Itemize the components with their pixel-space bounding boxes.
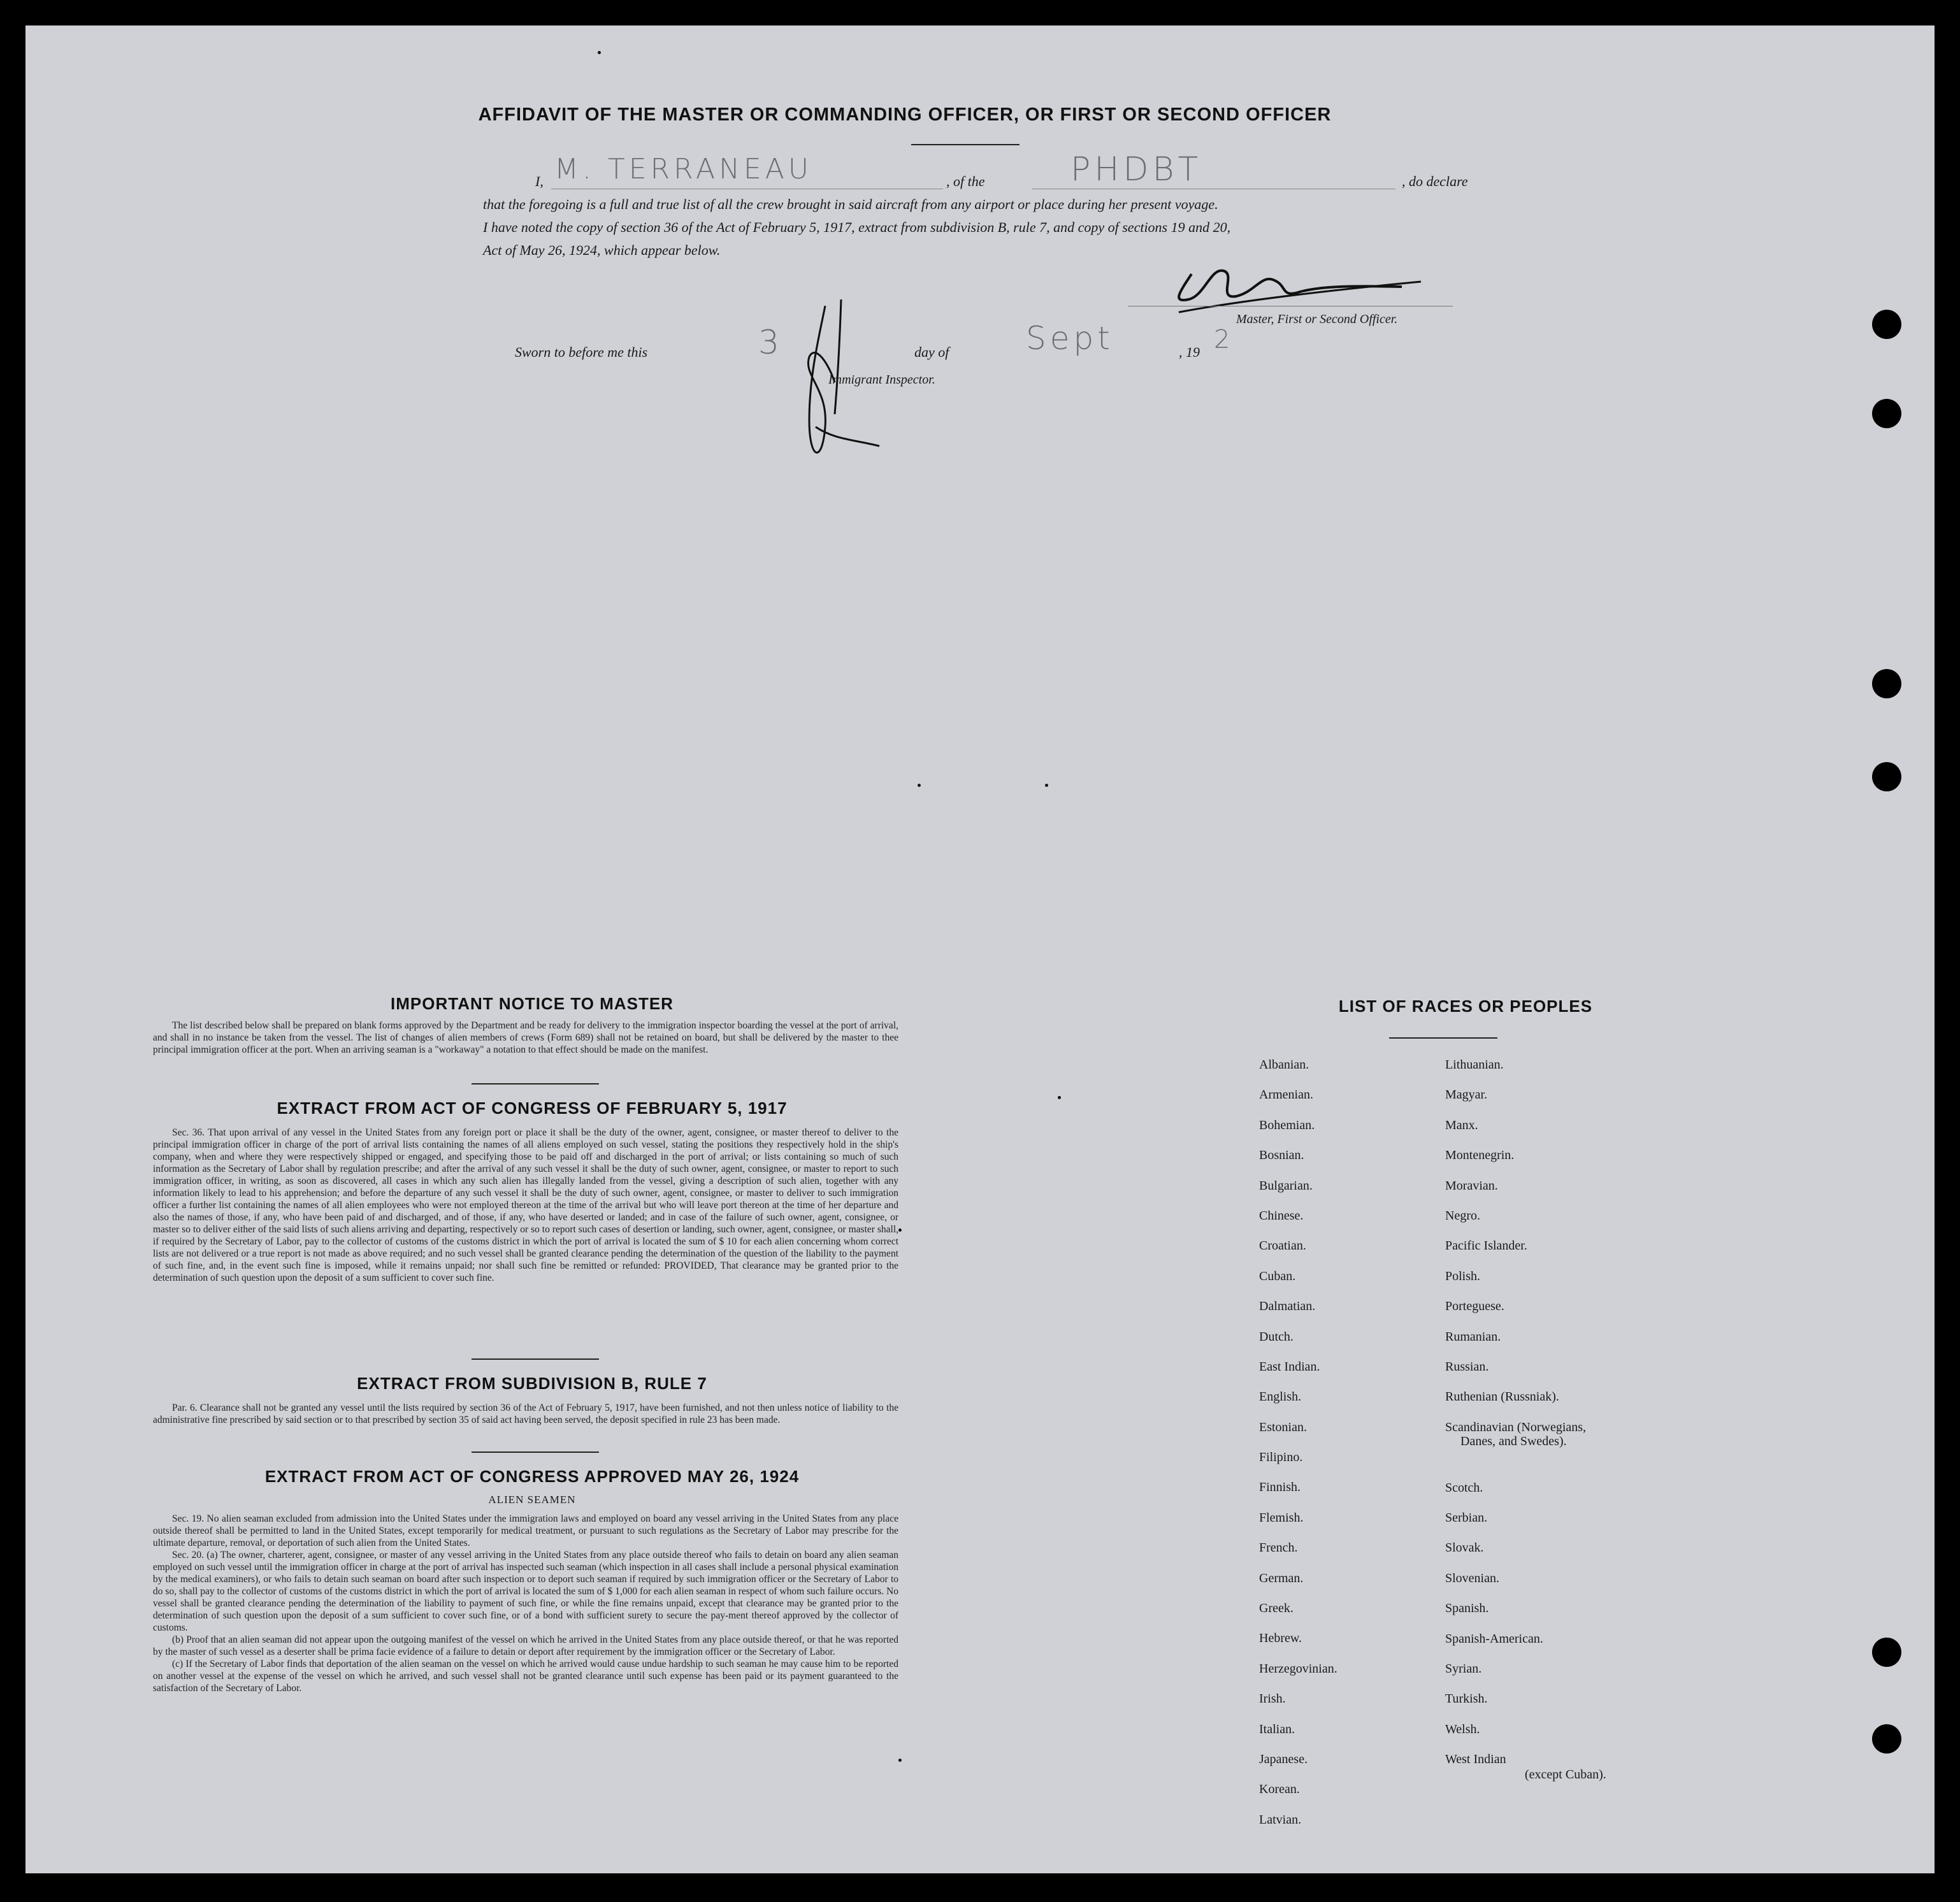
- handwritten-year: 2: [1214, 325, 1234, 354]
- ink-speck: [1058, 1096, 1061, 1099]
- race-item: English.: [1259, 1390, 1302, 1404]
- race-item-continued: (except Cuban).: [1525, 1768, 1606, 1782]
- race-item: German.: [1259, 1571, 1304, 1585]
- race-item: Chinese.: [1259, 1208, 1304, 1223]
- race-item: Scotch.: [1445, 1480, 1483, 1495]
- race-item: Moravian.: [1445, 1178, 1498, 1193]
- race-item-continued: Danes, and Swedes).: [1460, 1434, 1567, 1448]
- section-20a-paragraph: Sec. 20. (a) The owner, charterer, agent, consignee, or master of any vessel arriving in the United States from any place outside thereof who fails to detain on board any alien seaman employed on such vessel until the immigration officer in charge at the port of arrival has inspected such seaman (which inspection in all cases shall include a personal physical examination by the medical examiners), or who fails to detain such seaman on board after such inspection or to deport such seaman if required by such immigration officer or the Secretary of Labor to do so, shall pay to the collector of customs of the customs district in which the port of arrival is located the sum of $ 1,000 for each alien seaman in respect of whom such failure occurs. No vessel shall be granted clearance pending the determination of the liability to payment of such fine, or while the fine remains unpaid, except that clearance may be granted prior to the determination of such question upon the deposit of a sum sufficient to cover such fine, or of a bond with sufficient surety to secure the pay-ment thereof approved by the collector of customs.: [153, 1550, 898, 1633]
- race-item: Greek.: [1259, 1601, 1293, 1616]
- race-item: Spanish.: [1445, 1601, 1489, 1616]
- race-item: Flemish.: [1259, 1510, 1304, 1525]
- race-item: Cuban.: [1259, 1269, 1296, 1283]
- race-item: Estonian.: [1259, 1420, 1307, 1434]
- race-item: East Indian.: [1259, 1359, 1320, 1374]
- notice-title: IMPORTANT NOTICE TO MASTER: [391, 994, 674, 1013]
- document-page: [25, 25, 1935, 1873]
- inspector-label: Immigrant Inspector.: [828, 373, 935, 387]
- ink-speck: [918, 784, 921, 787]
- binder-hole: [1872, 1724, 1901, 1754]
- rule-7-title: EXTRACT FROM SUBDIVISION B, RULE 7: [357, 1374, 707, 1393]
- race-item: Russian.: [1445, 1359, 1489, 1374]
- race-item: Slovenian.: [1445, 1571, 1499, 1585]
- do-declare-label: , do declare: [1402, 173, 1468, 189]
- master-signature: [1153, 242, 1434, 319]
- race-item: Slovak.: [1445, 1541, 1484, 1555]
- day-of-label: day of: [914, 344, 949, 360]
- section-20b-paragraph: (b) Proof that an alien seaman did not appear upon the outgoing manifest of the vessel on which he arrived in the United States from any place outside thereof, or that he was reported by the master of such vessel as a deserter shall be prima facie evidence of a failure to detain or deport after requirement by the immigration officer or the Secretary of Labor.: [153, 1634, 898, 1657]
- extract-1917-title: EXTRACT FROM ACT OF CONGRESS OF FEBRUARY 5, 1917: [277, 1099, 788, 1118]
- binder-hole: [1872, 399, 1901, 428]
- extract-1917-text: [153, 1127, 898, 1284]
- race-item: Serbian.: [1445, 1511, 1488, 1525]
- race-item: Finnish.: [1259, 1480, 1301, 1495]
- binder-hole: [1872, 1638, 1901, 1667]
- binder-hole: [1872, 669, 1901, 698]
- races-right-column: [1445, 1058, 1606, 1783]
- paragraph-6: Par. 6. Clearance shall not be granted any vessel until the lists required by section 36 of the Act of February 5, 1917, have been furnished, and not then unless notice of liability to the administrative fine prescribed by said section or to that prescribed by section 35 of said act having been served, the deposit specified in rule 23 has been made.: [153, 1402, 898, 1425]
- races-left-column: [1259, 1058, 1337, 1843]
- title-underline: [911, 144, 1020, 145]
- race-item: Hebrew.: [1259, 1631, 1302, 1646]
- notice-paragraph: The list described below shall be prepared on blank forms approved by the Department and be ready for delivery to the immigration inspector boarding the vessel at the port of arrival, and shall in no instance be taken from the vessel. The list of changes of alien members of crews (Form 689) shall not be retained on board, but shall be delivered by the master to thee principal immigration officer at the port. When an arriving seaman is a "workaway" a notation to that effect should be made on the manifest.: [153, 1020, 898, 1055]
- race-item: Magyar.: [1445, 1088, 1488, 1102]
- race-item: Polish.: [1445, 1269, 1481, 1283]
- race-item: Turkish.: [1445, 1692, 1488, 1706]
- race-item: Bosnian.: [1259, 1148, 1304, 1163]
- race-item: Montenegrin.: [1445, 1148, 1515, 1163]
- section-20c-paragraph: (c) If the Secretary of Labor finds that deportation of the alien seaman on the vessel on which he arrived would cause undue hardship to such seaman he may cause him to be reported on another vessel at the expense of the vessel on which he arrived, and such vessel shall not be granted clearance until such expense has been paid or its payment guaranteed to the satisfaction of the Secretary of Labor.: [153, 1659, 898, 1694]
- notice-text: [153, 1019, 898, 1056]
- races-title: LIST OF RACES OR PEOPLES: [1338, 997, 1593, 1016]
- rule-7-text: [153, 1402, 898, 1426]
- handwritten-aircraft-id: PHDBT: [1070, 150, 1202, 189]
- sworn-label: Sworn to before me this: [515, 344, 648, 360]
- affidavit-i-label: I,: [535, 173, 544, 189]
- race-item: Bohemian.: [1259, 1118, 1315, 1132]
- year-prefix: , 19: [1179, 344, 1200, 360]
- alien-seamen-subtitle: ALIEN SEAMEN: [488, 1494, 576, 1506]
- ink-speck: [898, 1228, 902, 1232]
- binder-hole: [1872, 310, 1901, 339]
- handwritten-month: Sept: [1026, 320, 1114, 357]
- race-item: Filipino.: [1259, 1450, 1303, 1465]
- affidavit-line-2: that the foregoing is a full and true list of all the crew brought in said aircraft from any airport or place during her present voyage.: [483, 196, 1218, 212]
- race-item: Scandinavian (Norwegians,: [1445, 1420, 1587, 1434]
- handwritten-master-name: M. TERRANEAU: [554, 153, 813, 185]
- race-item: Lithuanian.: [1445, 1058, 1504, 1072]
- race-item: Bulgarian.: [1259, 1178, 1313, 1193]
- race-item: Armenian.: [1259, 1088, 1313, 1102]
- of-the-label: , of the: [946, 173, 985, 189]
- race-item: Korean.: [1259, 1782, 1300, 1797]
- race-item: Syrian.: [1445, 1662, 1482, 1676]
- race-item: Herzegovinian.: [1259, 1661, 1337, 1676]
- ink-speck: [1045, 784, 1048, 787]
- race-item: Dalmatian.: [1259, 1299, 1316, 1314]
- extract-1924-title: EXTRACT FROM ACT OF CONGRESS APPROVED MAY 26, 1924: [264, 1467, 800, 1486]
- section-36-paragraph: Sec. 36. That upon arrival of any vessel in the United States from any foreign port or place it shall be the duty of the owner, agent, consignee, or master thereof to deliver to the principal immigration officer in charge of the port of arrival lists containing the names of all aliens employed on such vessel, stating the positions they respectively hold in the ship's company, when and where they were respectively shipped or engaged, and specifying those to be paid off and discharged in the port of arrival; or lists containing so much of such information as the Secretary of Labor shall by regulation prescribe; and after the arrival of any such vessel it shall be the duty of such owner, agent, consignee, or master to report to such immigration officer, in writing, as soon as discovered, all cases in which any such alien has illegally landed from the vessel, giving a description of such alien, together with any information likely to lead to his apprehension; and before the departure of any such vessel it shall be the duty of such owner, agent, consignee, or master to deliver to such immigration officer a further list containing the names of all alien employees who were not employed thereon at the time of the arrival but who will leave port thereon at the time of her departure and also the names of those, if any, who have been paid of and discharged, and of those, if any, who have deserted or landed; and in case of the failure of such owner, agent, consignee, or master so to deliver either of the said lists of such aliens arriving and departing, respectively or so to report such cases of desertion or landing, such owner, agent, consignee, or master shall, if required by the Secretary of Labor, pay to the collector of customs of the customs district in which the port of arrival is located the sum of $ 10 for each alien concerning whom correct lists are not delivered or a true report is not made as above required; and no such vessel shall be granted clearance pending the determination of the question of the liability to the payment of such fine, and, in the event such fine is imposed, while it remains unpaid; nor shall such fine be remitted or refunded: PROVIDED, That clearance may be granted prior to the determination of such question upon the deposit of a sum sufficient to cover such fine.: [153, 1127, 898, 1283]
- race-item: Croatian.: [1259, 1239, 1306, 1253]
- race-item: Albanian.: [1259, 1058, 1309, 1072]
- affidavit-title: AFFIDAVIT OF THE MASTER OR COMMANDING OFFICER, OR FIRST OR SECOND OFFICER: [478, 104, 1332, 125]
- section-19-paragraph: Sec. 19. No alien seaman excluded from admission into the United States under the immigration laws and employed on board any vessel arriving in the United States from any place outside thereof shall be permitted to land in the United States, except temporarily for medical treatment, or pursuant to such regulations as the Secretary of Labor may prescribe for the ultimate departure, removal, or deportation of such alien from the United States.: [153, 1513, 898, 1548]
- signature-label: Master, First or Second Officer.: [1236, 312, 1398, 326]
- ink-speck: [898, 1759, 902, 1762]
- race-item: Spanish-American.: [1445, 1631, 1543, 1646]
- race-item: Manx.: [1445, 1118, 1478, 1132]
- race-item: Porteguese.: [1445, 1299, 1504, 1314]
- race-item: Dutch.: [1259, 1329, 1293, 1344]
- extract-1924-text: [153, 1513, 898, 1694]
- binder-hole: [1872, 762, 1901, 791]
- affidavit-line-4: Act of May 26, 1924, which appear below.: [483, 242, 721, 258]
- race-item: Ruthenian (Russniak).: [1445, 1390, 1559, 1404]
- races-underline: [1389, 1037, 1497, 1039]
- race-item: Rumanian.: [1445, 1329, 1501, 1344]
- race-item: French.: [1259, 1541, 1298, 1555]
- divider: [472, 1083, 599, 1084]
- race-item: West Indian: [1445, 1752, 1506, 1767]
- ink-speck: [598, 51, 601, 54]
- race-item: Japanese.: [1259, 1752, 1308, 1766]
- race-item: Italian.: [1259, 1722, 1295, 1736]
- race-item: Pacific Islander.: [1445, 1239, 1527, 1253]
- race-item: Negro.: [1445, 1208, 1480, 1223]
- divider: [472, 1358, 599, 1360]
- affidavit-line-3: I have noted the copy of section 36 of the Act of February 5, 1917, extract from subdivision B, rule 7, and copy of sections 19 and 20,: [483, 219, 1231, 235]
- race-item: Latvian.: [1259, 1812, 1302, 1827]
- race-item: Welsh.: [1445, 1722, 1480, 1736]
- divider: [472, 1452, 599, 1453]
- race-item: Irish.: [1259, 1692, 1286, 1706]
- handwritten-day: 3: [758, 324, 784, 362]
